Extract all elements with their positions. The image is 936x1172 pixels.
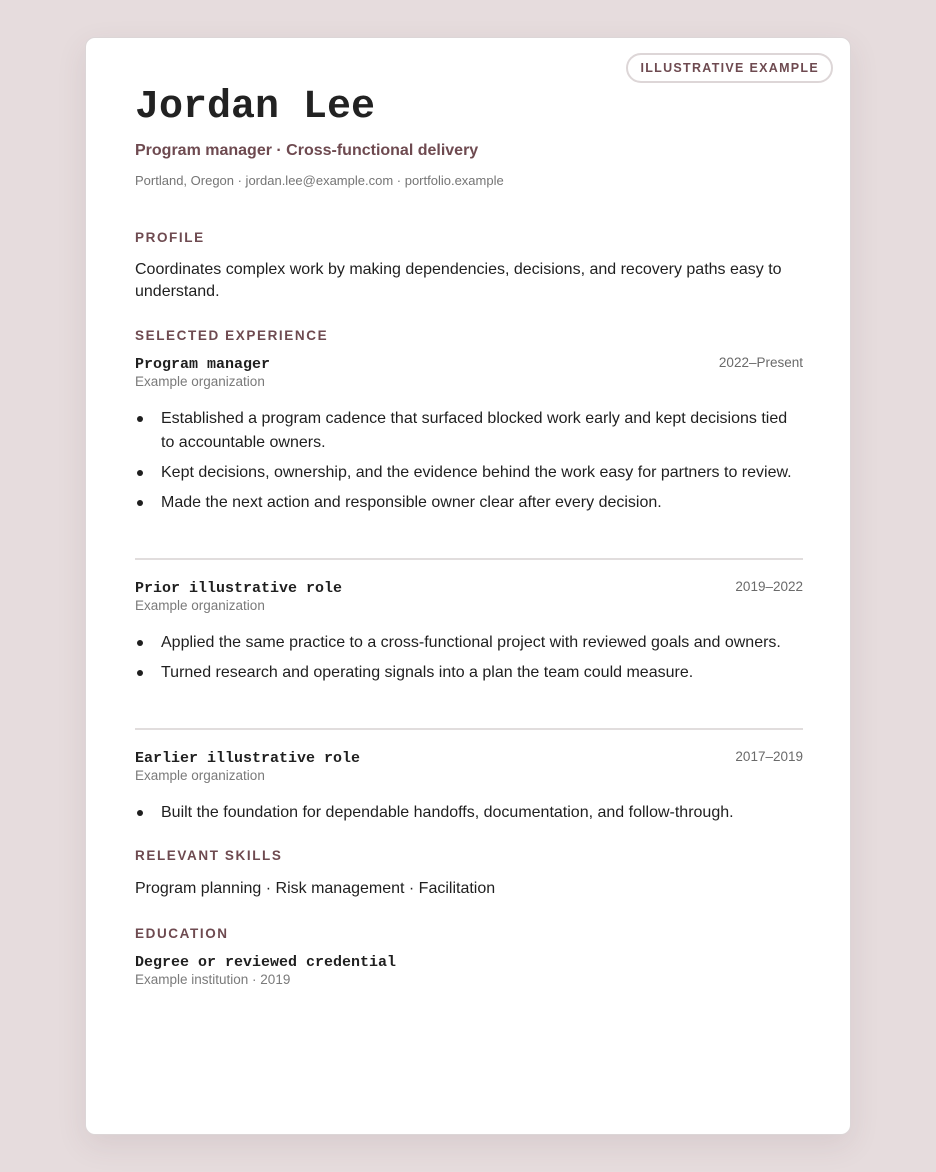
job-organization: Example organization — [135, 768, 265, 783]
skills-heading: RELEVANT SKILLS — [135, 848, 283, 863]
contact-line: Portland, Oregon · jordan.lee@example.com · portfolio.example — [135, 173, 504, 188]
job-bullets — [135, 407, 803, 521]
experience-divider — [135, 558, 803, 560]
job-role: Prior illustrative role — [135, 580, 343, 597]
education-heading: EDUCATION — [135, 926, 229, 941]
experience-heading: SELECTED EXPERIENCE — [135, 328, 329, 343]
job-bullets — [135, 801, 803, 831]
illustrative-example-badge: ILLUSTRATIVE EXAMPLE — [626, 53, 833, 83]
job-bullet: Built the foundation for dependable handoffs, documentation, and follow-through. — [135, 801, 803, 825]
job-bullet: Applied the same practice to a cross-functional project with reviewed goals and owners. — [135, 631, 803, 655]
job-organization: Example organization — [135, 598, 265, 613]
profile-text: Coordinates complex work by making dependencies, decisions, and recovery paths easy to understand. — [135, 261, 782, 300]
job-bullet: Turned research and operating signals into a plan the team could measure. — [135, 661, 803, 685]
job-dates: 2022–Present — [718, 355, 803, 370]
job-bullet: Kept decisions, ownership, and the evidence behind the work easy for partners to review. — [135, 461, 803, 485]
education-degree: Degree or reviewed credential — [135, 954, 397, 971]
job-organization: Example organization — [135, 374, 265, 389]
job-role: Program manager — [135, 356, 271, 373]
headline: Program manager · Cross-functional delivery — [135, 142, 479, 159]
job-bullet: Established a program cadence that surfaced blocked work early and kept decisions tied to accountable owners. — [135, 407, 803, 455]
job-bullets — [135, 631, 803, 691]
education-detail: Example institution · 2019 — [135, 972, 291, 987]
profile-heading: PROFILE — [135, 230, 205, 245]
person-name: Jordan Lee — [135, 85, 376, 130]
skills-text: Program planning · Risk management · Facilitation — [135, 880, 496, 897]
job-bullet: Made the next action and responsible owner clear after every decision. — [135, 491, 803, 515]
job-role: Earlier illustrative role — [135, 750, 361, 767]
job-dates: 2017–2019 — [735, 749, 803, 764]
experience-divider — [135, 728, 803, 730]
job-dates: 2019–2022 — [735, 579, 803, 594]
resume-page — [85, 37, 851, 1135]
